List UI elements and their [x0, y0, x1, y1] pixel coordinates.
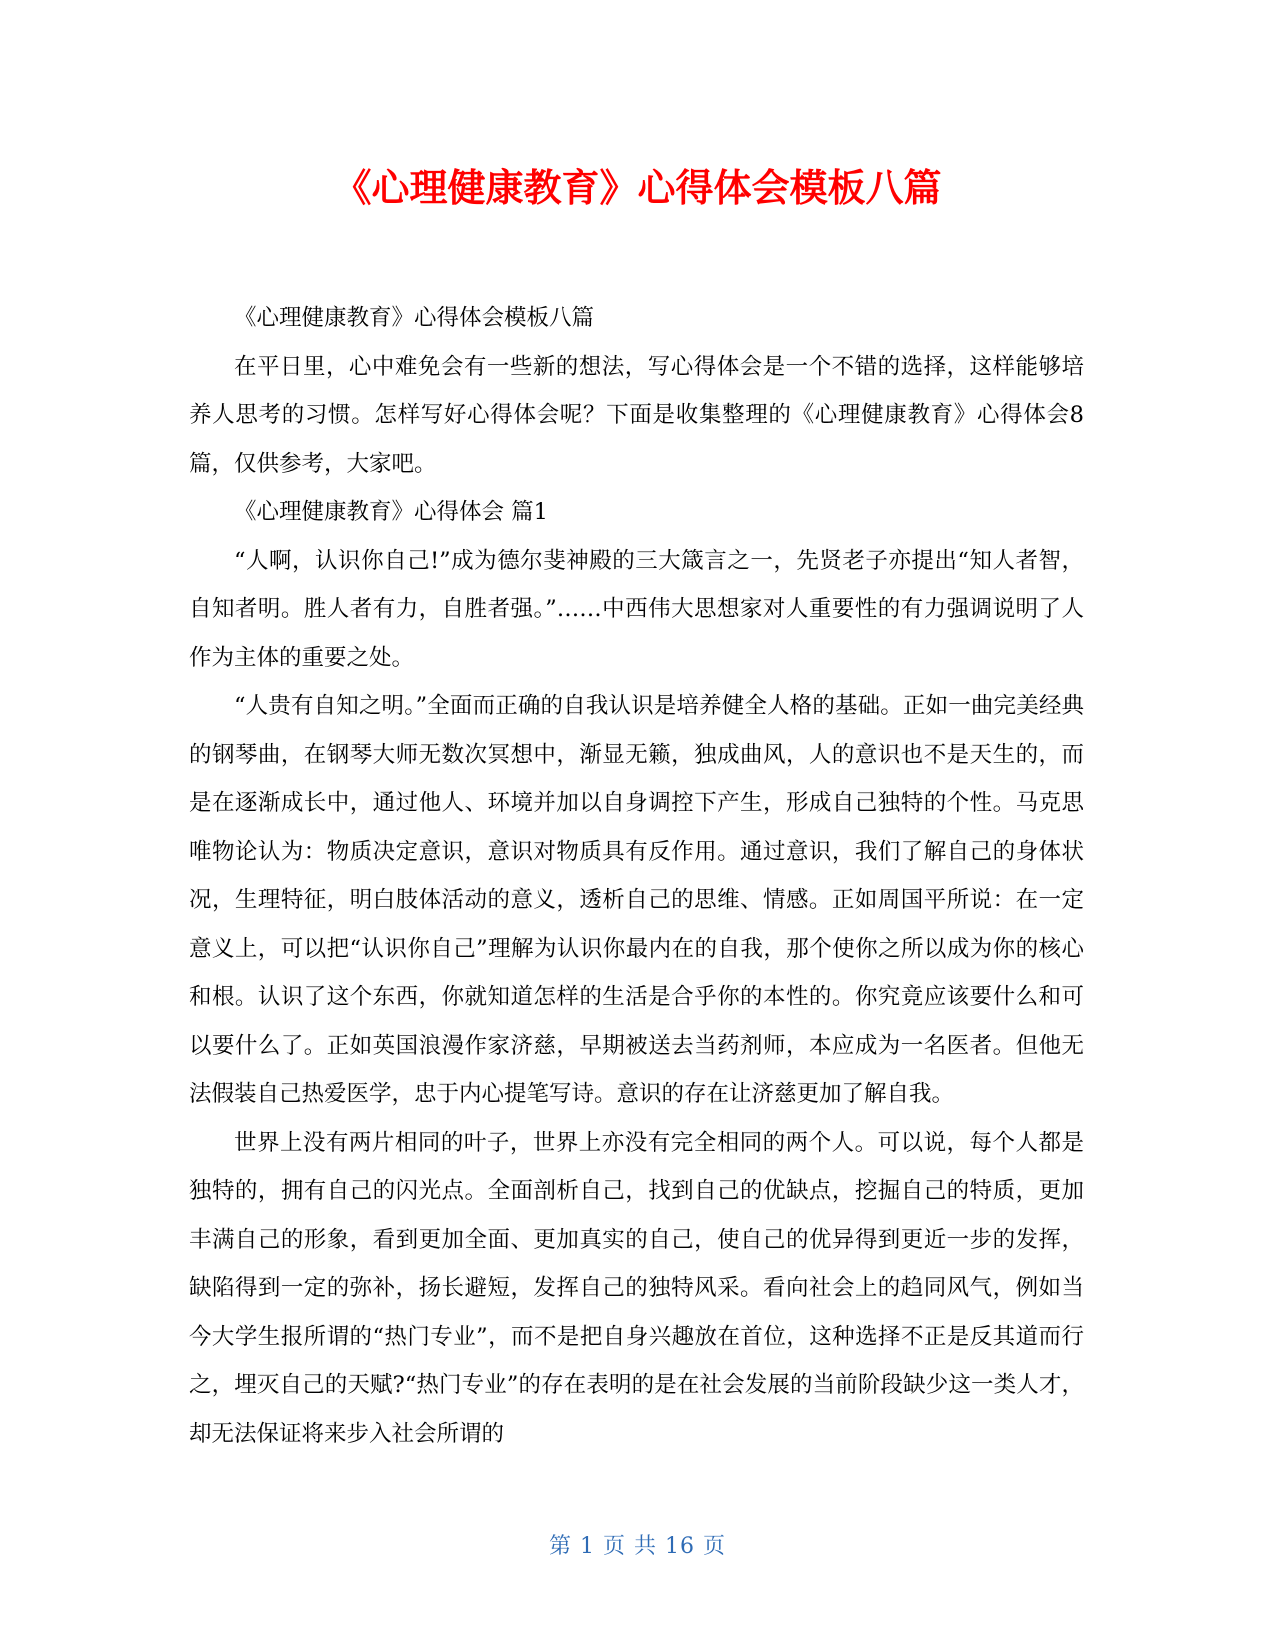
paragraph-subtitle: 《心理健康教育》心得体会模板八篇 — [234, 305, 595, 331]
page-number-footer: 第 1 页 共 16 页 — [549, 1534, 726, 1559]
document-body — [189, 294, 1084, 1458]
paragraph-body-1: “人啊，认识你自己!”成为德尔斐神殿的三大箴言之一，先贤老子亦提出“知人者智，自知者明。胜人者有力，自胜者强。”……中西伟大思想家对人重要性的有力强调说明了人作为主体的重要之处。 — [189, 547, 1084, 671]
paragraph-body-2: “人贵有自知之明。”全面而正确的自我认识是培养健全人格的基础。正如一曲完美经典的钢琴曲，在钢琴大师无数次冥想中，渐显无籁，独成曲风，人的意识也不是天生的，而是在逐渐成长中，通过他人、环境并加以自身调控下产生，形成自己独特的个性。马克思唯物论认为：物质决定意识，意识对物质具有反作用。通过意识，我们了解自己的身体状况，生理特征，明白肢体活动的意义，透析自己的思维、情感。正如周国平所说：在一定意义上，可以把“认识你自己”理解为认识你最内在的自我，那个使你之所以成为你的核心和根。认识了这个东西，你就知道怎样的生活是合乎你的本性的。你究竟应该要什么和可以要什么了。正如英国浪漫作家济慈，早期被送去当药剂师，本应成为一名医者。但他无法假装自己热爱医学，忠于内心提笔写诗。意识的存在让济慈更加了解自我。 — [189, 693, 1084, 1107]
paragraph-body-3: 世界上没有两片相同的叶子，世界上亦没有完全相同的两个人。可以说，每个人都是独特的，拥有自己的闪光点。全面剖析自己，找到自己的优缺点，挖掘自己的特质，更加丰满自己的形象，看到更加全面、更加真实的自己，使自己的优异得到更近一步的发挥，缺陷得到一定的弥补，扬长避短，发挥自己的独特风采。看向社会上的趋同风气，例如当今大学生报所谓的“热门专业”，而不是把自身兴趣放在首位，这种选择不正是反其道而行之，埋灭自己的天赋?“热门专业”的存在表明的是在社会发展的当前阶段缺少这一类人才，却无法保证将来步入社会所谓的 — [189, 1129, 1084, 1447]
document-title: 《心理健康教育》心得体会模板八篇 — [333, 166, 942, 210]
paragraph-heading-part1: 《心理健康教育》心得体会 篇1 — [234, 499, 548, 525]
paragraph-intro: 在平日里，心中难免会有一些新的想法，写心得体会是一个不错的选择，这样能够培养人思考的习惯。怎样写好心得体会呢？下面是收集整理的《心理健康教育》心得体会8篇，仅供参考，大家吧。 — [189, 353, 1084, 477]
